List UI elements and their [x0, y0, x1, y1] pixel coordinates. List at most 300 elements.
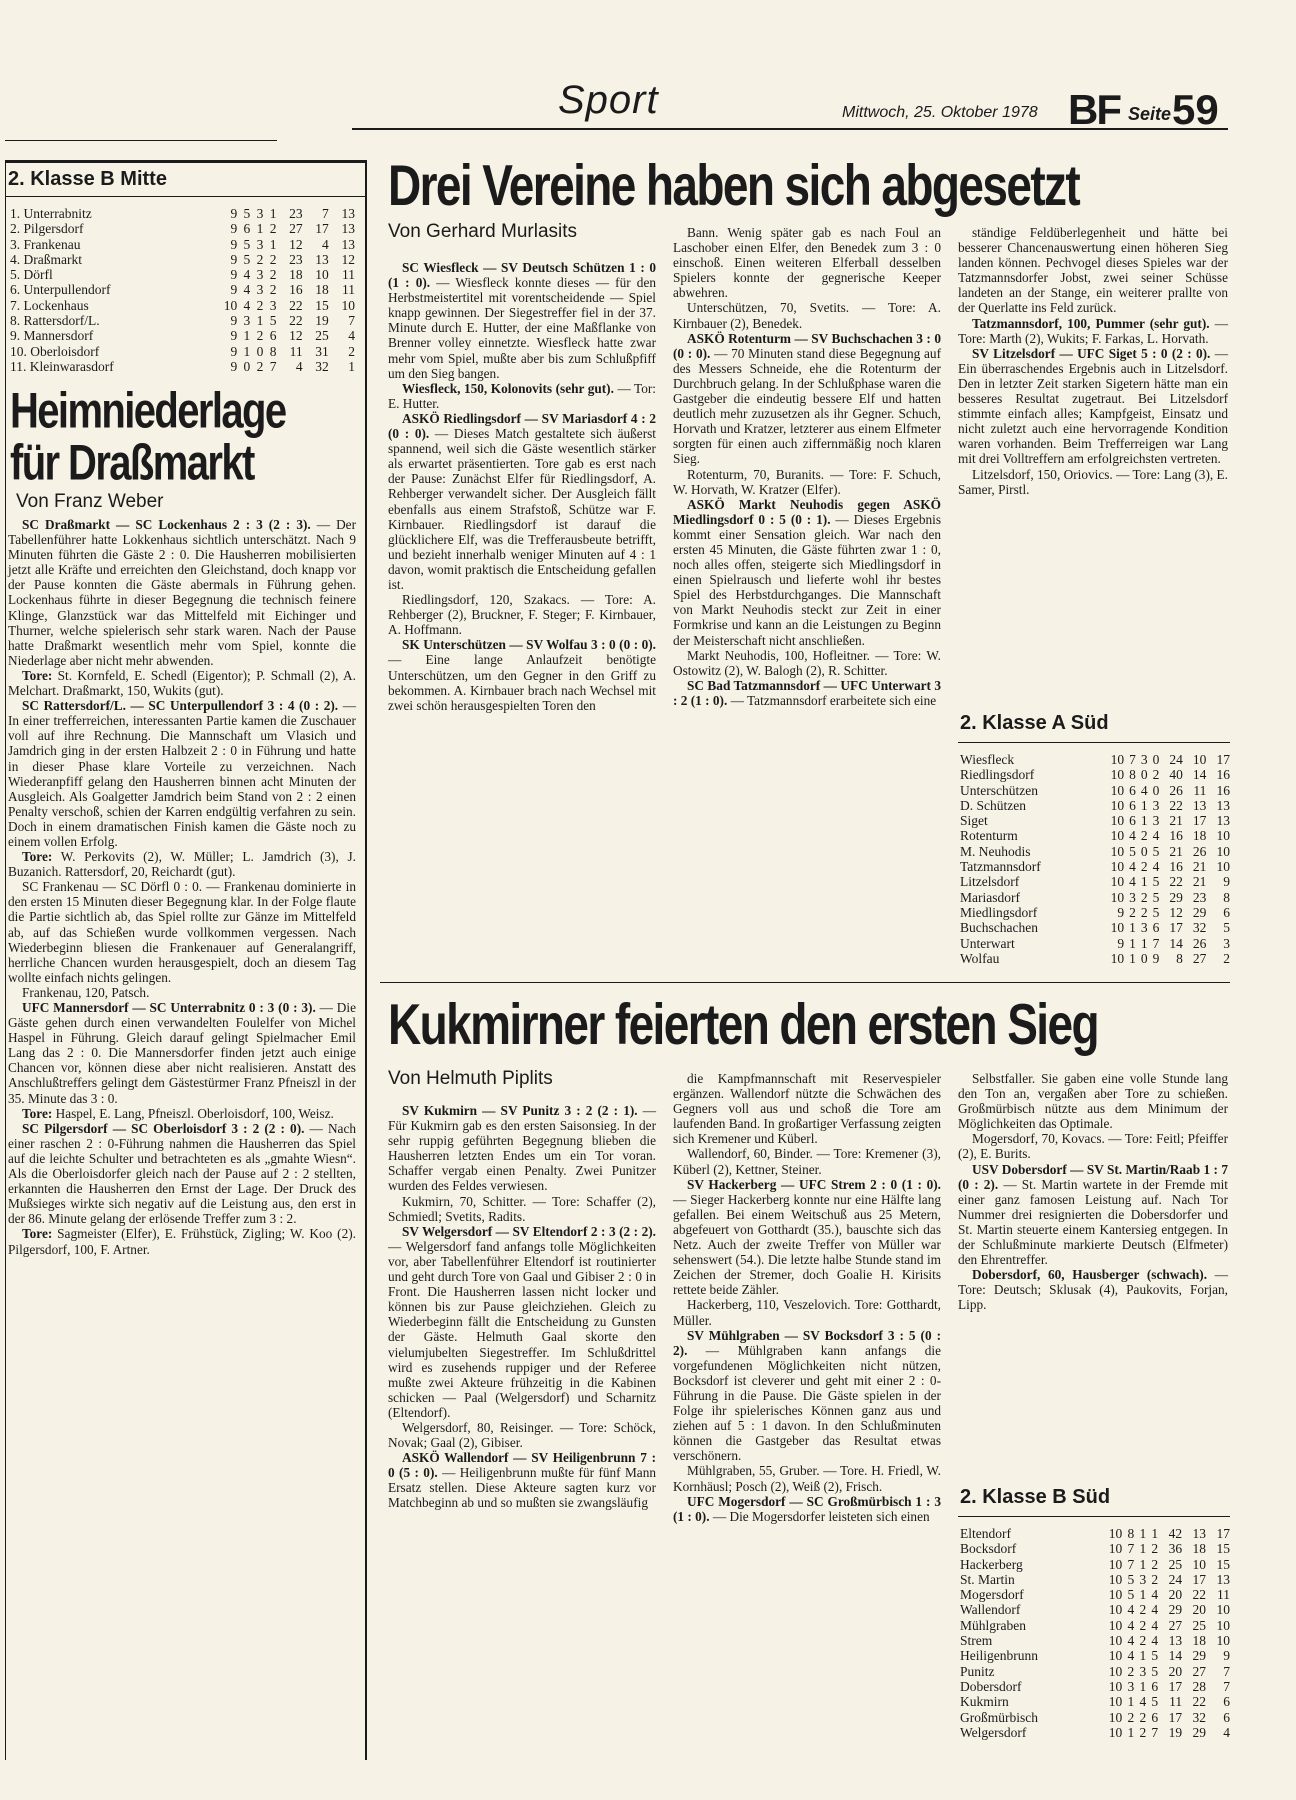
team-name: Wolfau — [960, 950, 1000, 966]
table-b-mitte-rule — [5, 196, 367, 197]
match-header: Tatzmannsdorf, 100, Pummer (sehr gut). — [972, 315, 1210, 331]
stat-cell: 14 — [1169, 935, 1183, 951]
stat-cell: 9 — [1223, 874, 1230, 890]
stat-cell: 18 — [315, 282, 329, 298]
stat-cell: 17 — [1192, 813, 1207, 829]
article1-headline-line2: für Draßmarkt — [10, 435, 254, 491]
stat-cell: 4 — [1129, 874, 1136, 890]
stat-cell: 10 — [1108, 1602, 1123, 1618]
article2-column-3 — [958, 225, 1228, 497]
team-name: Wallendorf — [960, 1602, 1021, 1618]
stat-cell: 16 — [289, 282, 303, 298]
match-header: SV Hackerberg — UFC Strem 2 : 0 (1 : 0). — [687, 1176, 941, 1192]
stat-cell: 15 — [315, 297, 329, 313]
stat-cell: 8 — [1176, 950, 1183, 966]
stat-cell: 2 — [1151, 1571, 1159, 1587]
stat-cell: 1 — [348, 358, 355, 374]
table-row — [960, 767, 1230, 782]
stat-cell: 10 — [1110, 752, 1125, 767]
match-header: SV Welgersdorf — SV Eltendorf 2 : 3 (2 : 2). — [402, 1223, 656, 1239]
scorers-label: Tore: — [22, 849, 53, 865]
stat-cell: 31 — [315, 343, 329, 359]
stat-cell: 26 — [1192, 843, 1207, 859]
stat-cell: 21 — [1192, 859, 1207, 875]
stat-cell: 10 — [1216, 1617, 1230, 1633]
stat-cell: 4 — [1127, 1648, 1135, 1664]
team-name: Buchschachen — [960, 920, 1038, 936]
stat-cell: 23 — [1192, 889, 1207, 905]
stat-cell: 21 — [1192, 874, 1207, 890]
stat-cell: 1 — [1129, 920, 1136, 936]
stat-cell: 3 — [1139, 1571, 1147, 1587]
stat-cell: 2 — [269, 221, 277, 237]
stat-cell: 4 — [1127, 1617, 1135, 1633]
stat-cell: 2 — [1140, 904, 1148, 920]
stat-cell: 29 — [1168, 1602, 1183, 1618]
stat-cell: 21 — [1169, 843, 1183, 859]
stat-cell: 9 — [1117, 935, 1125, 951]
team-name: Siget — [960, 813, 988, 829]
stat-cell: 10 — [1110, 813, 1125, 829]
stat-cell: 1 — [243, 343, 251, 359]
stat-cell: 9 — [230, 206, 238, 221]
left-column-rule — [365, 160, 367, 1760]
stat-cell: 9 — [1152, 950, 1160, 966]
stat-cell: 4 — [1127, 1633, 1135, 1649]
stat-cell: 4 — [1151, 1633, 1159, 1649]
team-name: M. Neuhodis — [960, 843, 1031, 859]
stat-cell: 10 — [1110, 782, 1125, 798]
article2-column-2 — [673, 225, 941, 708]
stat-cell: 16 — [1169, 859, 1183, 875]
match-header: SV Kukmirn — SV Punitz 3 : 2 (2 : 1). — [402, 1103, 638, 1118]
match-header: SC Wiesfleck — SV Deutsch Schützen 1 : 0 (1 : 0). — [388, 260, 656, 291]
article1-paragraph: SC Rattersdorf/L. — SC Unterpullendorf 3 : 4 (0 : 2). — In einer trefferreichen, interessanten Partie kamen die Zuschauer voll auf ihre Rechnung. Die Mannschaft um Vlasich und Jamdrich ging in der ersten Halbzeit 2 : 0 in Führung und hatte in dieser Phase klare Vorteile zu verzeichnen. Nach Wiederanpfiff gelang den Hausherren binnen acht Minuten der Ausgleich. Als Goalgetter Jamdrich beim Stand von 2 : 2 einen Penalty verschoß, schien der Karren endgültig verfahren zu sein. Doch in einem dramatischen Finish kamen die Gäste noch zu einem vollen Erfolg. — [8, 698, 356, 849]
stat-cell: 22 — [1169, 797, 1183, 813]
stat-cell: 2 — [269, 251, 277, 267]
article2-paragraph: Wiesfleck, 150, Kolonovits (sehr gut). — Tor: E. Hutter. — [388, 380, 656, 411]
article3-paragraph: SV Welgersdorf — SV Eltendorf 2 : 3 (2 : 2). — Welgersdorf fand anfangs tolle Möglichkeiten vor, aber Tabellenführer Eltendorf ist routinierter und geht durch Tore von Gaal und Gibiser 2 : 0 in Front. Die Hausherren lassen nicht locker und können bis zur Pause gleichziehen. Gleich zu Wiederbeginn fällt die Entscheidung zu Gunsten der Gäste. Helmuth Gaal skorte den vielumjubelten Siegestreffer. Im Schlußdrittel wird es zusehends ruppiger und der Referee mußte zwei Akteure frühzeitig in die Kabinen schicken — Paal (Welgersdorf) und Scharnitz (Eltendorf). — [388, 1223, 656, 1420]
stat-cell: 0 — [1140, 843, 1148, 859]
stat-cell: 5 — [1152, 874, 1160, 890]
stat-cell: 3 — [1129, 889, 1136, 905]
stat-cell: 3 — [1140, 920, 1148, 936]
stat-cell: 14 — [1192, 767, 1207, 783]
stat-cell: 4 — [1151, 1617, 1159, 1633]
table-row — [10, 221, 355, 236]
stat-cell: 16 — [1216, 782, 1230, 798]
stat-cell: 1 — [269, 206, 277, 221]
stat-cell: 29 — [1192, 904, 1207, 920]
scorers-label: Tore: — [22, 1226, 53, 1242]
team-name: Bocksdorf — [960, 1541, 1017, 1557]
team-name: Unterschützen — [960, 782, 1038, 798]
stat-cell: 10 — [341, 297, 355, 313]
article3-paragraph: USV Dobersdorf — SV St. Martin/Raab 1 : 7 (0 : 2). — St. Martin wartete in der Fremde mit einer ganz famosen Leistung auf. Nach Tor Nummer drei resignierten die Dobersdorfer und St. Martin steuerte einem Kantersieg entgegen. In der Schlußminute markierte Deutsch (Elfmeter) den Ehrentreffer. — [958, 1161, 1228, 1268]
table-row — [960, 798, 1230, 813]
team-name: 4. Draßmarkt — [10, 251, 82, 267]
stat-cell: 29 — [1192, 1648, 1207, 1664]
stat-cell: 1 — [1140, 874, 1148, 890]
stat-cell: 2 — [1151, 1556, 1159, 1572]
stat-cell: 1 — [1139, 1541, 1147, 1557]
stat-cell: 1 — [269, 236, 277, 252]
header-rule-left — [5, 140, 277, 141]
stat-cell: 10 — [1110, 828, 1125, 844]
stat-cell: 0 — [1140, 950, 1148, 966]
stat-cell: 19 — [315, 313, 329, 329]
stat-cell: 5 — [1152, 889, 1160, 905]
stat-cell: 12 — [289, 236, 303, 252]
stat-cell: 18 — [289, 267, 303, 283]
stat-cell: 22 — [289, 313, 303, 329]
stat-cell: 0 — [243, 358, 251, 374]
team-name: Rotenturm — [960, 828, 1018, 844]
article1-author: Von Franz Weber — [16, 491, 164, 512]
article3-column-3 — [958, 1071, 1228, 1313]
stat-cell: 22 — [1192, 1587, 1207, 1603]
stat-cell: 22 — [289, 297, 303, 313]
stat-cell: 5 — [1127, 1571, 1135, 1587]
stat-cell: 9 — [230, 343, 238, 359]
stat-cell: 32 — [1192, 920, 1207, 936]
stat-cell: 10 — [1110, 767, 1125, 783]
article3-paragraph: SV Mühlgraben — SV Bocksdorf 3 : 5 (0 : 2). — Mühlgraben kann anfangs die vorgefundenen Möglichkeiten nicht nützen, Bocksdorf ist cleverer und geht mit einer 2 : 0-Führung in die Pause. Die Gäste spielen in der Folge ihr spielerisches Können ganz aus und ziehen auf 5 : 1 davon. In den Schlußminuten können die Gastgeber das Resultat etwas verschönern. — [673, 1327, 941, 1464]
stat-cell: 0 — [256, 343, 264, 359]
stat-cell: 13 — [341, 221, 355, 237]
stat-cell: 10 — [1216, 843, 1230, 859]
stat-cell: 5 — [1152, 904, 1160, 920]
stat-cell: 4 — [1140, 782, 1148, 798]
stat-cell: 9 — [230, 236, 238, 252]
stat-cell: 5 — [1151, 1648, 1159, 1664]
stat-cell: 2 — [1139, 1617, 1147, 1633]
section-title: Sport — [558, 78, 659, 122]
table-row — [960, 752, 1230, 767]
stat-cell: 10 — [1216, 828, 1230, 844]
stat-cell: 6 — [1223, 1709, 1230, 1725]
team-name: Eltendorf — [960, 1526, 1011, 1541]
stat-cell: 4 — [1152, 828, 1160, 844]
article1-paragraph: UFC Mannersdorf — SC Unterrabnitz 0 : 3 (0 : 3). — Die Gäste gehen durch einen verwandelten Foulelfer von Michel Haspel in Führung. Gleich darauf gelingt Spielmacher Emil Lang das 2 : 0. Die Mannersdorfer finden jetzt auch einige Chancen vor, können diese aber nicht realisieren. Anstatt des Anschlußtreffers gelingt dem Gästestürmer Franz Pfneiszl in der 35. Minute das 3 : 0. — [8, 1000, 356, 1106]
stat-cell: 2 — [1140, 828, 1148, 844]
stat-cell: 8 — [1129, 767, 1136, 783]
stat-cell: 17 — [1169, 920, 1183, 936]
stat-cell: 5 — [1223, 920, 1230, 936]
stat-cell: 26 — [1169, 782, 1183, 798]
team-name: Großmürbisch — [960, 1709, 1038, 1725]
stat-cell: 17 — [1216, 752, 1230, 767]
stat-cell: 17 — [1216, 1526, 1230, 1541]
stat-cell: 4 — [295, 358, 303, 374]
article2-author: Von Gerhard Murlasits — [388, 221, 578, 242]
team-name: 1. Unterrabnitz — [10, 206, 92, 221]
stat-cell: 10 — [1216, 859, 1230, 875]
table-row — [10, 328, 355, 343]
stat-cell: 3 — [256, 267, 264, 283]
article3-paragraph: Wallendorf, 60, Binder. — Tore: Kremener (3), Küberl (2), Kettner, Steiner. — [673, 1146, 941, 1177]
stat-cell: 2 — [1129, 904, 1136, 920]
stat-cell: 7 — [1223, 1663, 1230, 1679]
team-name: 8. Rattersdorf/L. — [10, 313, 100, 329]
stat-cell: 23 — [289, 206, 303, 221]
stat-cell: 3 — [1140, 752, 1148, 767]
stat-cell: 12 — [1169, 904, 1183, 920]
table-b-sued — [960, 1526, 1230, 1740]
article1-paragraph: SC Pilgersdorf — SC Oberloisdorf 3 : 2 (2 : 0). — Nach einer raschen 2 : 0-Führung nahmen die Hausherren das Spiel auf die leichte Schulter und betrachteten es als „gmahte Wiesn“. Als die Oberloisdorfer gleich nach der Pause auf 2 : 2 stellten, erkannten die Hausherren den Ernst der Lage. Der Druck des Mußsieges wirkte sich negativ auf die Leistung aus, den erst in der 86. Minute gelang der erlösende Treffer zum 3 : 2. — [8, 1120, 356, 1227]
stat-cell: 5 — [1127, 1587, 1135, 1603]
stat-cell: 2 — [348, 343, 355, 359]
table-row — [960, 1648, 1230, 1663]
stat-cell: 15 — [1216, 1556, 1230, 1572]
stat-cell: 10 — [1108, 1571, 1123, 1587]
stat-cell: 13 — [1168, 1633, 1183, 1649]
stat-cell: 7 — [348, 313, 355, 329]
stat-cell: 6 — [1152, 920, 1160, 936]
stat-cell: 10 — [1216, 1633, 1230, 1649]
stat-cell: 29 — [1192, 1724, 1207, 1740]
table-row — [960, 951, 1230, 966]
stat-cell: 4 — [1127, 1602, 1135, 1618]
match-header: SC Pilgersdorf — SC Oberloisdorf 3 : 2 (2 : 0). — [22, 1120, 305, 1136]
match-header: SK Unterschützen — SV Wolfau 3 : 0 (0 : 0). — [402, 637, 656, 653]
stat-cell: 10 — [1192, 1556, 1207, 1572]
stat-cell: 13 — [341, 236, 355, 252]
stat-cell: 3 — [269, 297, 277, 313]
stat-cell: 2 — [1151, 1541, 1159, 1557]
stat-cell: 7 — [1129, 752, 1136, 767]
stat-cell: 4 — [1152, 859, 1160, 875]
match-header: SC Rattersdorf/L. — SC Unterpullendorf 3 : 4 (0 : 2). — [22, 698, 339, 714]
table-b-sued-title: 2. Klasse B Süd — [960, 1486, 1111, 1508]
scorers-label: Tore: — [22, 667, 53, 683]
table-row — [960, 844, 1230, 859]
stat-cell: 1 — [1127, 1724, 1135, 1740]
stat-cell: 6 — [1129, 782, 1136, 798]
table-b-mitte — [10, 206, 355, 374]
match-header: SV Litzelsdorf — UFC Siget 5 : 0 (2 : 0). — [972, 345, 1211, 361]
stat-cell: 9 — [230, 282, 238, 298]
stat-cell: 40 — [1169, 767, 1183, 783]
team-name: 7. Lockenhaus — [10, 297, 89, 313]
left-box-top-rule — [5, 160, 367, 163]
stat-cell: 2 — [256, 297, 264, 313]
team-name: Unterwart — [960, 935, 1015, 951]
article3-paragraph: Kukmirn, 70, Schitter. — Tore: Schaffer (2), Schmiedl; Svetits, Radits. — [388, 1193, 656, 1224]
article3-paragraph: Dobersdorf, 60, Hausberger (schwach). — Tore: Deutsch; Sklusak (4), Paukovits, Forjan, Lipp. — [958, 1267, 1229, 1313]
stat-cell: 2 — [1127, 1663, 1135, 1679]
article1-paragraph: SC Draßmarkt — SC Lockenhaus 2 : 3 (2 : 3). — Der Tabellenführer hatte Lokkenhaus sichtlich unterschätzt. Nach 9 Minuten führten die Gäste 2 : 0. Die Hausherren mobilisierten jetzt alle Kräfte und erreichten den Gleichstand, doch knapp vor der Pause konnten die Gäste abermals in Führung gehen. Lockenhaus führte in dieser Begegnung die technisch feinere Klinge, Glanzstück war das Mittelfeld mit Eichinger und Thurner, welche spielerisch sehr stark waren. Nach der Pause hatte Draßmarkt wesentlich mehr vom Spiel, konnte die Niederlage aber nicht mehr abwenden. — [8, 517, 356, 668]
stat-cell: 21 — [1169, 813, 1183, 829]
table-row — [960, 1557, 1230, 1572]
team-name: Dobersdorf — [960, 1678, 1022, 1694]
article2-paragraph: ASKÖ Markt Neuhodis gegen ASKÖ Miedlingsdorf 0 : 5 (0 : 1). — Dieses Ergebnis kommt einer Sensation gleich. War nach den ersten 45 Minuten, die Gäste führten zwar 1 : 0, noch alles offen, steigerte sich Miedlingsdorf in einen Spielrausch und lieferte wohl ihr bestes Spiel des Herbstdurchganges. Die Mannschaft von Markt Neuhodis steckt zur Zeit in einer Formkrise und kann an die Leistungen zu Beginn der Meisterschaft nicht anschließen. — [673, 496, 941, 648]
stat-cell: 42 — [1168, 1526, 1183, 1541]
stat-cell: 9 — [230, 221, 238, 237]
stat-cell: 15 — [1216, 1541, 1230, 1557]
stat-cell: 11 — [1169, 1694, 1183, 1710]
stat-cell: 3 — [1152, 797, 1160, 813]
stat-cell: 27 — [1168, 1617, 1183, 1633]
table-row — [960, 813, 1230, 828]
stat-cell: 2 — [1140, 859, 1148, 875]
stat-cell: 10 — [1110, 859, 1125, 875]
stat-cell: 7 — [322, 206, 329, 221]
stat-cell: 4 — [243, 297, 251, 313]
stat-cell: 2 — [1139, 1709, 1147, 1725]
page-label: Seite — [1128, 104, 1172, 124]
table-row — [960, 1633, 1230, 1648]
stat-cell: 4 — [1139, 1694, 1147, 1710]
match-header: Dobersdorf, 60, Hausberger (schwach). — [972, 1267, 1208, 1283]
stat-cell: 2 — [1139, 1724, 1147, 1740]
table-row — [960, 1679, 1230, 1694]
stat-cell: 20 — [1168, 1663, 1183, 1679]
team-name: Riedlingsdorf — [960, 767, 1035, 783]
article3-column-1 — [388, 1103, 656, 1511]
team-name: Tatzmannsdorf — [960, 859, 1041, 875]
stat-cell: 11 — [1217, 1587, 1230, 1603]
team-name: 5. Dörfl — [10, 267, 53, 283]
stat-cell: 2 — [256, 328, 264, 344]
team-name: St. Martin — [960, 1571, 1015, 1587]
stat-cell: 2 — [1139, 1633, 1147, 1649]
stat-cell: 10 — [1108, 1587, 1123, 1603]
article3-paragraph: Selbstfaller. Sie gaben eine volle Stunde lang den Ton an, vergaßen aber Tore zu schießen. Großmürbisch nützte aus dem Minimum der Möglichkeiten das Optimale. — [958, 1071, 1228, 1132]
stat-cell: 28 — [1192, 1678, 1207, 1694]
stat-cell: 32 — [1192, 1709, 1207, 1725]
stat-cell: 25 — [315, 328, 329, 344]
table-row — [960, 890, 1230, 905]
match-header: ASKÖ Rotenturm — SV Buchschachen 3 : 0 (0 : 0). — [673, 330, 941, 361]
stat-cell: 17 — [1192, 1571, 1207, 1587]
stat-cell: 3 — [256, 236, 264, 252]
table-row — [960, 1710, 1230, 1725]
stat-cell: 11 — [1193, 782, 1207, 798]
team-name: Strem — [960, 1633, 993, 1649]
match-header: SC Bad Tatzmannsdorf — UFC Unterwart 3 : 2 (1 : 0). — [673, 677, 941, 708]
table-row — [960, 1618, 1230, 1633]
article3-paragraph: UFC Mogersdorf — SC Großmürbisch 1 : 3 (1 : 0). — Die Mogersdorfer leisteten sich einen — [673, 1493, 941, 1524]
article2-paragraph: SC Wiesfleck — SV Deutsch Schützen 1 : 0 (1 : 0). — Wiesfleck konnte dieses — für den Herbstmeistertitel mit vorentscheidende — Spiel knapp gewinnen. Der Siegestreffer fiel in der 37. Minute durch E. Hutter, der eine Maßflanke von Brenner volley einnetzte. Wiesfleck hatte zwar mehr vom Spiel, mußte aber bis zum Schlußpfiff um den Sieg bangen. — [388, 260, 656, 381]
page-number: 59 — [1172, 86, 1219, 133]
team-name: Miedlingsdorf — [960, 904, 1038, 920]
stat-cell: 23 — [289, 251, 303, 267]
stat-cell: 24 — [1169, 752, 1183, 767]
stat-cell: 2 — [256, 358, 264, 374]
article2-paragraph: Litzelsdorf, 150, Oriovics. — Tore: Lang (3), E. Samer, Pirstl. — [958, 466, 1228, 497]
stat-cell: 5 — [243, 206, 251, 221]
article1-paragraph: Tore: St. Kornfeld, E. Schedl (Eigentor); P. Schmall (2), A. Melchart. Draßmarkt, 150, Wukits (gut). — [8, 667, 356, 699]
team-name: Heiligenbrunn — [960, 1648, 1038, 1664]
stat-cell: 1 — [1129, 935, 1136, 951]
stat-cell: 17 — [1168, 1678, 1183, 1694]
table-row — [960, 936, 1230, 951]
stat-cell: 2 — [269, 267, 277, 283]
stat-cell: 1 — [1129, 950, 1136, 966]
stat-cell: 13 — [1216, 797, 1230, 813]
left-edge-rule — [5, 160, 6, 1760]
scorers-label: Tore: — [22, 1105, 53, 1121]
stat-cell: 27 — [1192, 950, 1207, 966]
stat-cell: 1 — [1139, 1678, 1147, 1694]
stat-cell: 10 — [1108, 1648, 1123, 1664]
stat-cell: 4 — [348, 328, 355, 344]
article2-paragraph: Riedlingsdorf, 120, Szakacs. — Tore: A. Rehberger (2), Bruckner, F. Steger; F. Kirnbauer, A. Hoffmann. — [388, 592, 656, 638]
team-name: Kukmirn — [960, 1694, 1009, 1710]
stat-cell: 8 — [269, 343, 277, 359]
stat-cell: 10 — [223, 297, 238, 313]
stat-cell: 16 — [1169, 828, 1183, 844]
stat-cell: 22 — [1169, 874, 1183, 890]
article3-column-2 — [673, 1071, 941, 1524]
team-name: Mariasdorf — [960, 889, 1020, 905]
stat-cell: 10 — [1110, 874, 1125, 890]
team-name: Punitz — [960, 1663, 995, 1679]
stat-cell: 3 — [256, 206, 264, 221]
table-a-sued-title: 2. Klasse A Süd — [960, 712, 1109, 734]
stat-cell: 1 — [1151, 1526, 1159, 1541]
stat-cell: 10 — [1110, 797, 1125, 813]
stat-cell: 1 — [1140, 935, 1148, 951]
stat-cell: 8 — [1127, 1526, 1135, 1541]
stat-cell: 10 — [1108, 1633, 1123, 1649]
stat-cell: 1 — [1140, 797, 1148, 813]
article2-paragraph: ASKÖ Rotenturm — SV Buchschachen 3 : 0 (0 : 0). — 70 Minuten stand diese Begegnung auf des Messers Schneide, ehe die Rotenturm der Durchbruch gelang. In der Schlußphase waren die Gastgeber die eindeutig bessere Elf und hatten deutlich mehr zuzusetzen als ihr Gegner. Schuch, Horvath und Kratzer, letzterer aus einem Elfmeter sorgten für einen auch ziffernmäßig noch klaren Sieg. — [673, 330, 941, 467]
article3-paragraph: die Kampfmannschaft mit Reservespieler ergänzen. Wallendorf nützte die Schwächen des Gegners voll aus und schoß die Tore am laufenden Band. In großartiger Verfassung zeigten sich Kremener und Küberl. — [673, 1071, 941, 1147]
article2-paragraph: SV Litzelsdorf — UFC Siget 5 : 0 (2 : 0). — Ein überraschendes Ergebnis auch in Litzelsdorf. Den in letzter Zeit starken Sigetern hätte man ein besseres Resultat zugetraut. Bei Litzelsdorf stimmte einfach alles; Kampfgeist, Einsatz und nicht zuletzt auch eine hervorragende Kondition waren vorhanden. Beim Trefferreigen war Lang mit drei Volltreffern am erfolgreichsten vertreten. — [958, 345, 1228, 467]
table-row — [960, 1587, 1230, 1602]
stat-cell: 9 — [230, 267, 238, 283]
stat-cell: 6 — [1129, 813, 1136, 829]
stat-cell: 12 — [341, 251, 355, 267]
match-header: USV Dobersdorf — SV St. Martin/Raab 1 : 7 (0 : 2). — [958, 1161, 1228, 1192]
match-header: ASKÖ Wallendorf — SV Heiligenbrunn 7 : 0 (5 : 0). — [388, 1450, 656, 1481]
article1-headline-line1: Heimniederlage — [10, 383, 286, 439]
stat-cell: 6 — [1151, 1678, 1159, 1694]
stat-cell: 2 — [1140, 889, 1148, 905]
table-row — [960, 1602, 1230, 1617]
article3-headline: Kukmirner feierten den ersten Sieg — [388, 991, 1098, 1057]
stat-cell: 10 — [1108, 1709, 1123, 1725]
stat-cell: 11 — [342, 267, 355, 283]
stat-cell: 17 — [1168, 1709, 1183, 1725]
table-row — [960, 1694, 1230, 1709]
stat-cell: 0 — [1140, 767, 1148, 783]
article3-paragraph: Mogersdorf, 70, Kovacs. — Tore: Feitl; Pfeiffer (2), E. Burits. — [958, 1131, 1228, 1162]
stat-cell: 10 — [1110, 889, 1125, 905]
article2-paragraph: Markt Neuhodis, 100, Hofleitner. — Tore: W. Ostowitz (2), W. Balogh (2), R. Schitter. — [673, 647, 941, 678]
stat-cell: 4 — [243, 282, 251, 298]
article2-paragraph: Tatzmannsdorf, 100, Pummer (sehr gut). — Tore: Marth (2), Wukits; F. Farkas, L. Horvath. — [958, 315, 1228, 346]
table-row — [960, 1725, 1230, 1740]
article3-top-rule — [380, 982, 1230, 983]
stat-cell: 7 — [1151, 1724, 1159, 1740]
stat-cell: 9 — [230, 358, 238, 374]
table-row — [10, 206, 355, 221]
stat-cell: 14 — [1168, 1648, 1183, 1664]
stat-cell: 1 — [1127, 1694, 1135, 1710]
match-header: SV Mühlgraben — SV Bocksdorf 3 : 5 (0 : 2). — [673, 1327, 941, 1358]
stat-cell: 6 — [243, 221, 251, 237]
stat-cell: 9 — [1223, 1648, 1230, 1664]
table-row — [10, 344, 355, 359]
stat-cell: 24 — [1168, 1571, 1183, 1587]
stat-cell: 20 — [1192, 1602, 1207, 1618]
stat-cell: 7 — [1152, 935, 1160, 951]
team-name: Mühlgraben — [960, 1617, 1026, 1633]
stat-cell: 1 — [243, 328, 251, 344]
